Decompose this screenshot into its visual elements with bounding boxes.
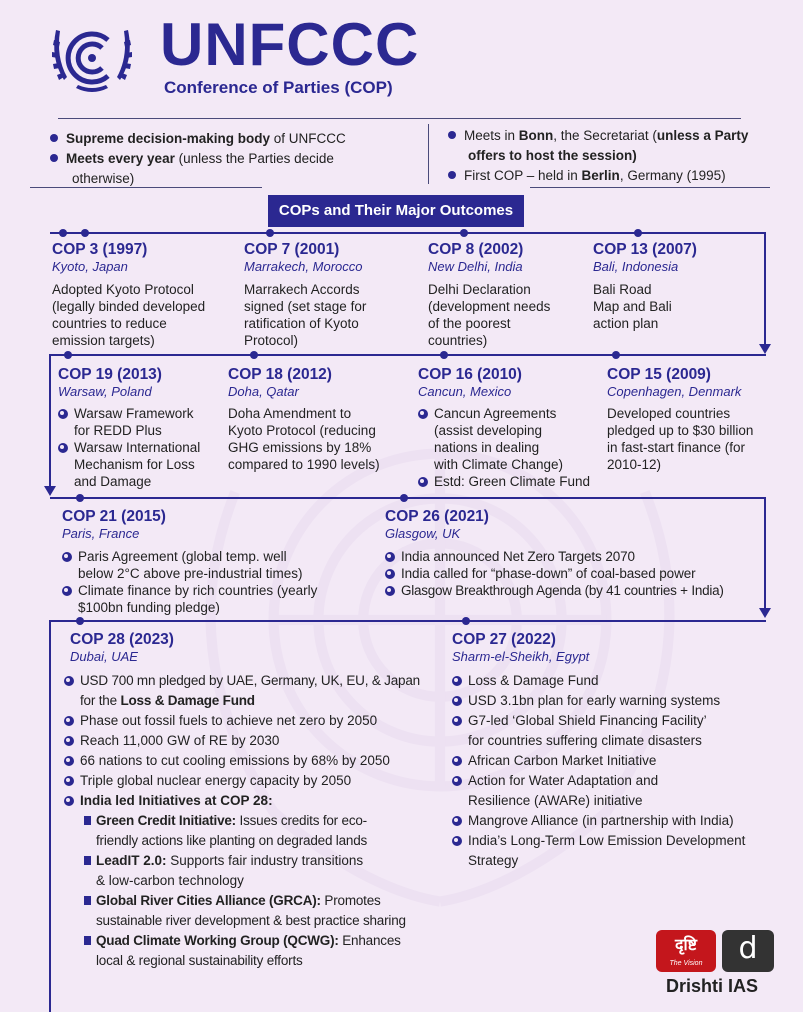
intro-item: First COP – held in Berlin, Germany (1995) xyxy=(448,166,778,186)
bullet-icon xyxy=(50,134,58,142)
cop-location: Bali, Indonesia xyxy=(593,259,679,274)
cop-heading: COP 13 (2007) xyxy=(593,241,697,258)
list-item: African Carbon Market Initiative xyxy=(452,751,782,771)
cop-text: signed (set stage for xyxy=(244,299,367,314)
bullet-icon xyxy=(452,836,462,846)
cop-text: action plan xyxy=(593,316,659,331)
cop-location: New Delhi, India xyxy=(428,259,523,274)
cop-card xyxy=(244,241,414,349)
bullet-icon xyxy=(64,796,74,806)
cop-card xyxy=(52,241,237,349)
bullet-icon xyxy=(452,716,462,726)
flow-node-icon xyxy=(612,351,620,359)
flow-node-icon xyxy=(64,351,72,359)
list-item: Action for Water Adaptation and Resilience (AWARe) initiative xyxy=(452,771,782,811)
cop-location: Warsaw, Poland xyxy=(58,384,152,399)
cop-heading: COP 18 (2012) xyxy=(228,366,332,383)
bullet-icon xyxy=(452,816,462,826)
sub-list-item: LeadIT 2.0: Supports fair industry transitions & low-carbon technology xyxy=(84,851,444,891)
cop-heading: COP 21 (2015) xyxy=(62,508,166,525)
drishti-hindi-logo-icon: दृष्टि The Vision xyxy=(656,930,716,972)
list-item: India led Initiatives at COP 28: xyxy=(64,791,444,811)
drishti-d-logo-icon: d xyxy=(722,930,774,972)
bullet-icon xyxy=(64,716,74,726)
cop-card xyxy=(418,366,603,490)
cop-card xyxy=(428,241,588,349)
arrow-down-icon xyxy=(44,486,56,496)
arrow-down-icon xyxy=(759,608,771,618)
list-item: India announced Net Zero Targets 2070 xyxy=(385,548,775,565)
intro-item: Supreme decision-making body of UNFCCC xyxy=(50,129,380,149)
arrow-down-icon xyxy=(759,344,771,354)
bullet-icon xyxy=(418,477,428,487)
page-title: UNFCCC xyxy=(160,11,420,78)
cop-heading: COP 26 (2021) xyxy=(385,508,489,525)
list-item: Warsaw Framework for REDD Plus xyxy=(58,405,228,439)
bullet-icon xyxy=(452,756,462,766)
list-item: Reach 11,000 GW of RE by 2030 xyxy=(64,731,444,751)
cop-text: Map and Bali xyxy=(593,299,672,314)
cop-text: Doha Amendment to xyxy=(228,406,352,421)
list-item: Triple global nuclear energy capacity by 2050 xyxy=(64,771,444,791)
list-item: USD 700 mn pledged by UAE, Germany, UK, EU, & Japan for the Loss & Damage Fund xyxy=(64,671,444,711)
bullet-icon xyxy=(448,171,456,179)
cop-text: Kyoto Protocol (reducing xyxy=(228,423,376,438)
cop-text: GHG emissions by 18% xyxy=(228,440,372,455)
bullet-icon xyxy=(58,443,68,453)
cop-text: countries) xyxy=(428,333,488,348)
flow-node-icon xyxy=(76,494,84,502)
bullet-icon xyxy=(62,552,72,562)
bullet-icon xyxy=(385,552,395,562)
cop-heading: COP 27 (2022) xyxy=(452,631,556,648)
cop-text: Marrakech Accords xyxy=(244,282,360,297)
cop-heading: COP 15 (2009) xyxy=(607,366,711,383)
flow-line xyxy=(50,232,766,234)
cop-card xyxy=(58,366,228,490)
list-item: 66 nations to cut cooling emissions by 68% by 2050 xyxy=(64,751,444,771)
cop-heading: COP 19 (2013) xyxy=(58,366,162,383)
flow-node-icon xyxy=(266,229,274,237)
flow-line xyxy=(50,620,766,622)
bullet-icon xyxy=(64,776,74,786)
bullet-icon xyxy=(452,696,462,706)
bullet-icon xyxy=(452,676,462,686)
list-item: India called for “phase-down” of coal-based power xyxy=(385,565,775,582)
list-item: Mangrove Alliance (in partnership with India) xyxy=(452,811,782,831)
list-item: Warsaw International Mechanism for Loss and Damage xyxy=(58,439,228,490)
cop-text: of the poorest xyxy=(428,316,511,331)
flow-node-icon xyxy=(460,229,468,237)
cop-heading: COP 3 (1997) xyxy=(52,241,148,258)
cop-text: Protocol) xyxy=(244,333,299,348)
list-item: Loss & Damage Fund xyxy=(452,671,782,691)
cop-location: Doha, Qatar xyxy=(228,384,299,399)
cop-text: emission targets) xyxy=(52,333,155,348)
cop-location: Sharm-el-Sheikh, Egypt xyxy=(452,649,590,664)
bullet-icon xyxy=(50,154,58,162)
cop-location: Copenhagen, Denmark xyxy=(607,384,742,399)
list-item: USD 3.1bn plan for early warning systems xyxy=(452,691,782,711)
sub-list-item: Global River Cities Alliance (GRCA): Promotes sustainable river development & best practice sharing xyxy=(84,891,444,931)
cop-card xyxy=(385,508,775,599)
flow-line xyxy=(50,497,766,499)
intro-item: offers to host the session) xyxy=(468,148,637,163)
bullet-icon xyxy=(418,409,428,419)
divider xyxy=(58,118,741,119)
bullet-icon xyxy=(64,736,74,746)
flow-node-icon xyxy=(81,229,89,237)
cop-card xyxy=(228,366,413,473)
flow-node-icon xyxy=(76,617,84,625)
cop-card xyxy=(62,508,362,616)
cop-card xyxy=(64,631,444,971)
intro-item: otherwise) xyxy=(72,171,135,186)
cop-heading: COP 8 (2002) xyxy=(428,241,524,258)
cop-text: compared to 1990 levels) xyxy=(228,457,380,472)
cop-text: ratification of Kyoto xyxy=(244,316,359,331)
flow-line xyxy=(50,354,766,356)
cop-location: Cancun, Mexico xyxy=(418,384,512,399)
list-item: India’s Long-Term Low Emission Development Strategy xyxy=(452,831,782,871)
cop-location: Paris, France xyxy=(62,526,140,541)
flow-node-icon xyxy=(634,229,642,237)
cop-card xyxy=(452,631,782,871)
cop-card xyxy=(593,241,743,332)
brand-name: Drishti IAS xyxy=(666,976,759,996)
intro-right xyxy=(448,126,778,186)
cop-heading: COP 16 (2010) xyxy=(418,366,522,383)
flow-node-icon xyxy=(250,351,258,359)
cop-text: Developed countries xyxy=(607,406,731,421)
intro-left xyxy=(50,129,380,189)
list-item: Estd: Green Climate Fund xyxy=(418,473,603,490)
flow-node-icon xyxy=(462,617,470,625)
flow-line xyxy=(49,620,51,1012)
list-item: Phase out fossil fuels to achieve net zero by 2050 xyxy=(64,711,444,731)
cop-heading: COP 28 (2023) xyxy=(70,631,174,648)
intro-item: Meets every year (unless the Parties decide xyxy=(50,149,380,169)
intro-item: Meets in Bonn, the Secretariat (unless a Party xyxy=(448,126,778,146)
cop-card xyxy=(607,366,777,473)
cop-location: Kyoto, Japan xyxy=(52,259,128,274)
page-subtitle: Conference of Parties (COP) xyxy=(164,78,393,97)
divider xyxy=(428,124,429,184)
flow-line xyxy=(49,354,51,486)
bullet-icon xyxy=(64,676,74,686)
cop-heading: COP 7 (2001) xyxy=(244,241,340,258)
flow-node-icon xyxy=(59,229,67,237)
bullet-icon xyxy=(448,131,456,139)
bullet-icon xyxy=(64,756,74,766)
cop-text: (legally binded developed xyxy=(52,299,206,314)
flow-node-icon xyxy=(400,494,408,502)
list-item: Climate finance by rich countries (yearly $100bn funding pledge) xyxy=(62,582,362,616)
list-item: Glasgow Breakthrough Agenda (by 41 countries + India) xyxy=(385,582,775,599)
bullet-icon xyxy=(385,569,395,579)
sub-list-item: Green Credit Initiative: Issues credits for eco- friendly actions like planting on degraded lands xyxy=(84,811,444,851)
bullet-icon xyxy=(58,409,68,419)
cop-location: Marrakech, Morocco xyxy=(244,259,363,274)
cop-location: Glasgow, UK xyxy=(385,526,461,541)
bullet-icon xyxy=(452,776,462,786)
cop-text: pledged up to $30 billion xyxy=(607,423,754,438)
flow-node-icon xyxy=(440,351,448,359)
cop-text: 2010-12) xyxy=(607,457,662,472)
flow-line xyxy=(764,232,766,344)
section-title-banner: COPs and Their Major Outcomes xyxy=(268,195,524,227)
list-item: G7-led ‘Global Shield Financing Facility’ for countries suffering climate disasters xyxy=(452,711,782,751)
cop-location: Dubai, UAE xyxy=(70,649,138,664)
sub-list-item: Quad Climate Working Group (QCWG): Enhances local & regional sustainability efforts xyxy=(84,931,444,971)
cop-text: in fast-start finance (for xyxy=(607,440,746,455)
list-item: Paris Agreement (global temp. well below 2°C above pre-industrial times) xyxy=(62,548,362,582)
cop-text: countries to reduce xyxy=(52,316,167,331)
unfccc-logo-icon xyxy=(46,18,138,98)
divider xyxy=(530,187,770,188)
cop-text: (development needs xyxy=(428,299,551,314)
list-item: Cancun Agreements (assist developing nations in dealing with Climate Change) xyxy=(418,405,603,473)
bullet-icon xyxy=(62,586,72,596)
cop-text: Adopted Kyoto Protocol xyxy=(52,282,194,297)
cop-text: Bali Road xyxy=(593,282,652,297)
bullet-icon xyxy=(385,586,395,596)
cop-text: Delhi Declaration xyxy=(428,282,531,297)
